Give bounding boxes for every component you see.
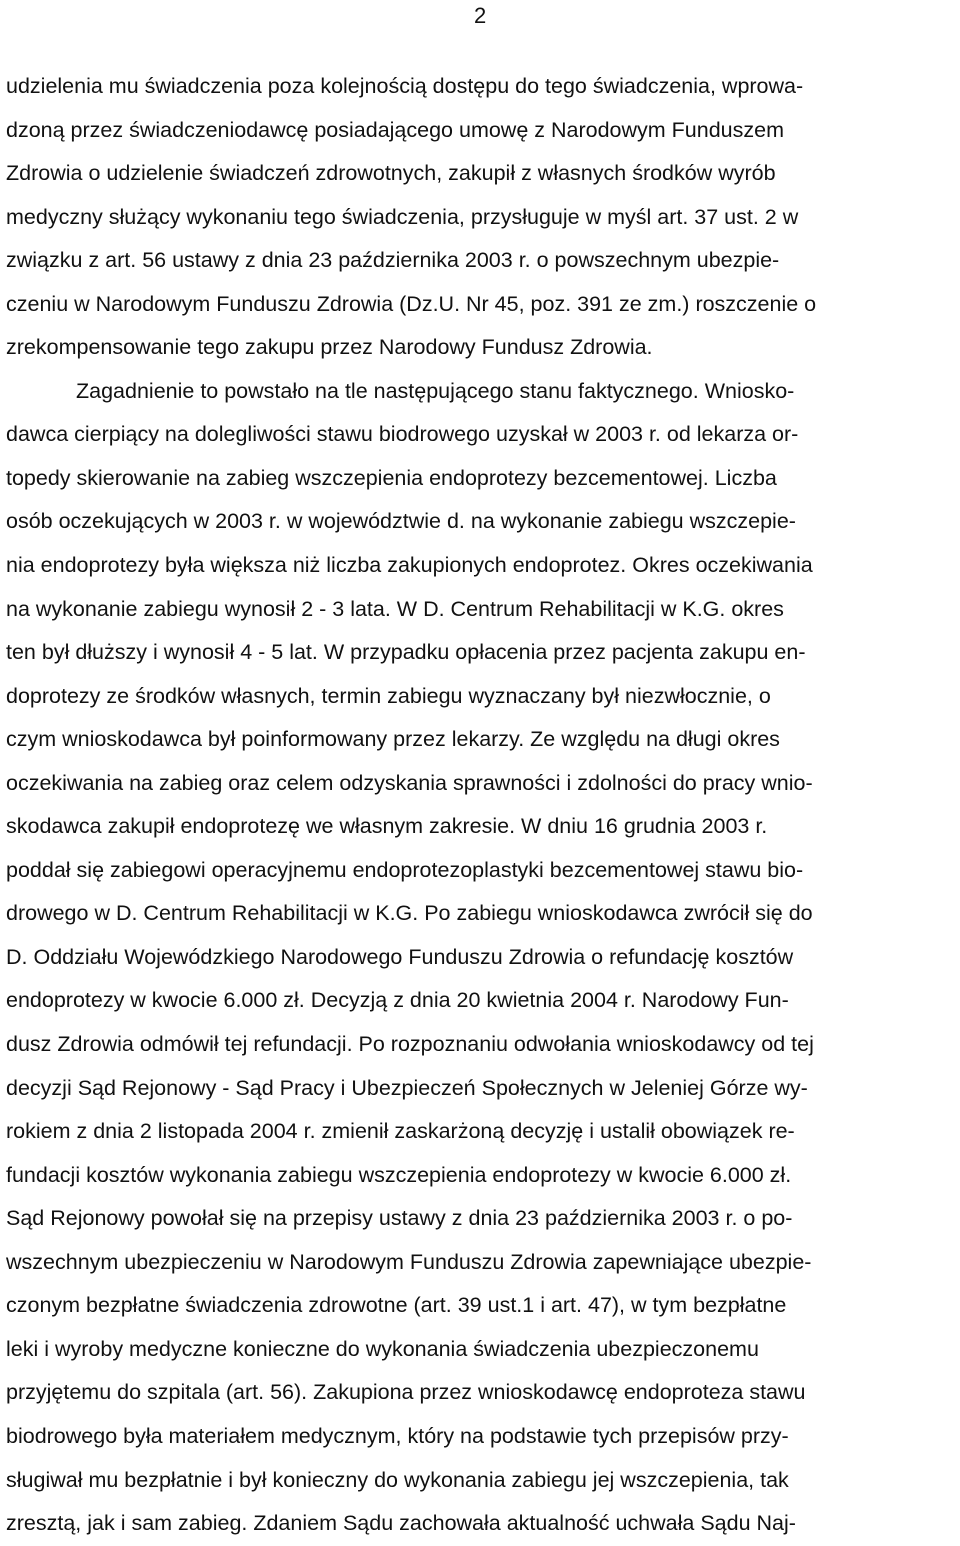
text-line: dzoną przez świadczeniodawcę posiadającego umowę z Narodowym Funduszem <box>6 117 784 142</box>
text-line: dawca cierpiący na dolegliwości stawu biodrowego uzyskał w 2003 r. od lekarza or- <box>6 422 799 447</box>
text-line: wszechnym ubezpieczeniu w Narodowym Funduszu Zdrowia zapewniające ubezpie- <box>6 1249 812 1274</box>
text-line: fundacji kosztów wykonania zabiegu wszczepienia endoprotezy w kwocie 6.000 zł. <box>6 1162 792 1187</box>
text-line: na wykonanie zabiegu wynosił 2 - 3 lata. W D. Centrum Rehabilitacji w K.G. okres <box>6 596 784 621</box>
text-line: biodrowego była materiałem medycznym, który na podstawie tych przepisów przy- <box>6 1423 789 1448</box>
text-line: leki i wyroby medyczne konieczne do wykonania świadczenia ubezpieczonemu <box>6 1336 759 1361</box>
document-body <box>6 65 956 1546</box>
page-number: 2 <box>474 3 487 28</box>
text-line: ten był dłuższy i wynosił 4 - 5 lat. W przypadku opłacenia przez pacjenta zakupu en- <box>6 640 806 665</box>
text-line: doprotezy ze środków własnych, termin zabiegu wyznaczany był niezwłocznie, o <box>6 683 771 708</box>
text-line: Zdrowia o udzielenie świadczeń zdrowotnych, zakupił z własnych środków wyrób <box>6 161 776 186</box>
text-line: nia endoprotezy była większa niż liczba zakupionych endoprotez. Okres oczekiwania <box>6 553 813 578</box>
text-line: dusz Zdrowia odmówił tej refundacji. Po rozpoznaniu odwołania wnioskodawcy od tej <box>6 1032 814 1057</box>
text-line: skodawca zakupił endoprotezę we własnym zakresie. W dniu 16 grudnia 2003 r. <box>6 814 768 839</box>
text-line: udzielenia mu świadczenia poza kolejnością dostępu do tego świadczenia, wprowa- <box>6 74 804 98</box>
text-line: zresztą, jak i sam zabieg. Zdaniem Sądu zachowała aktualność uchwała Sądu Naj- <box>6 1511 796 1536</box>
text-line: przyjętemu do szpitala (art. 56). Zakupiona przez wnioskodawcę endoproteza stawu <box>6 1380 806 1405</box>
text-line: drowego w D. Centrum Rehabilitacji w K.G. Po zabiegu wnioskodawca zwrócił się do <box>6 901 813 926</box>
text-line: rokiem z dnia 2 listopada 2004 r. zmienił zaskarżoną decyzję i ustalił obowiązek re- <box>6 1119 795 1144</box>
text-line: sługiwał mu bezpłatnie i był konieczny do wykonania zabiegu jej wszczepienia, tak <box>6 1467 789 1492</box>
text-line: medyczny służący wykonaniu tego świadczenia, przysługuje w myśl art. 37 ust. 2 w <box>6 204 799 229</box>
text-line: czym wnioskodawca był poinformowany przez lekarzy. Ze względu na długi okres <box>6 727 780 752</box>
text-line: topedy skierowanie na zabieg wszczepienia endoprotezy bezcementowej. Liczba <box>6 465 777 490</box>
text-line: czeniu w Narodowym Funduszu Zdrowia (Dz.U. Nr 45, poz. 391 ze zm.) roszczenie o <box>6 291 817 316</box>
text-line: decyzji Sąd Rejonowy - Sąd Pracy i Ubezpieczeń Społecznych w Jeleniej Górze wy- <box>6 1075 808 1100</box>
text-line: zrekompensowanie tego zakupu przez Narodowy Fundusz Zdrowia. <box>6 335 653 360</box>
text-line: osób oczekujących w 2003 r. w województwie d. na wykonanie zabiegu wszczepie- <box>6 509 796 534</box>
text-line: oczekiwania na zabieg oraz celem odzyskania sprawności i zdolności do pracy wnio- <box>6 770 813 795</box>
text-line: poddał się zabiegowi operacyjnemu endoprotezoplastyki bezcementowej stawu bio- <box>6 857 804 882</box>
text-line: związku z art. 56 ustawy z dnia 23 października 2003 r. o powszechnym ubezpie- <box>6 248 780 273</box>
paragraph-start-line: Zagadnienie to powstało na tle następującego stanu faktycznego. Wniosko- <box>76 378 795 403</box>
text-line: D. Oddziału Wojewódzkiego Narodowego Funduszu Zdrowia o refundację kosztów <box>6 944 794 969</box>
text-line: Sąd Rejonowy powołał się na przepisy ustawy z dnia 23 października 2003 r. o po- <box>6 1206 793 1231</box>
text-line: endoprotezy w kwocie 6.000 zł. Decyzją z dnia 20 kwietnia 2004 r. Narodowy Fun- <box>6 988 789 1013</box>
text-line: czonym bezpłatne świadczenia zdrowotne (art. 39 ust.1 i art. 47), w tym bezpłatne <box>6 1293 787 1318</box>
